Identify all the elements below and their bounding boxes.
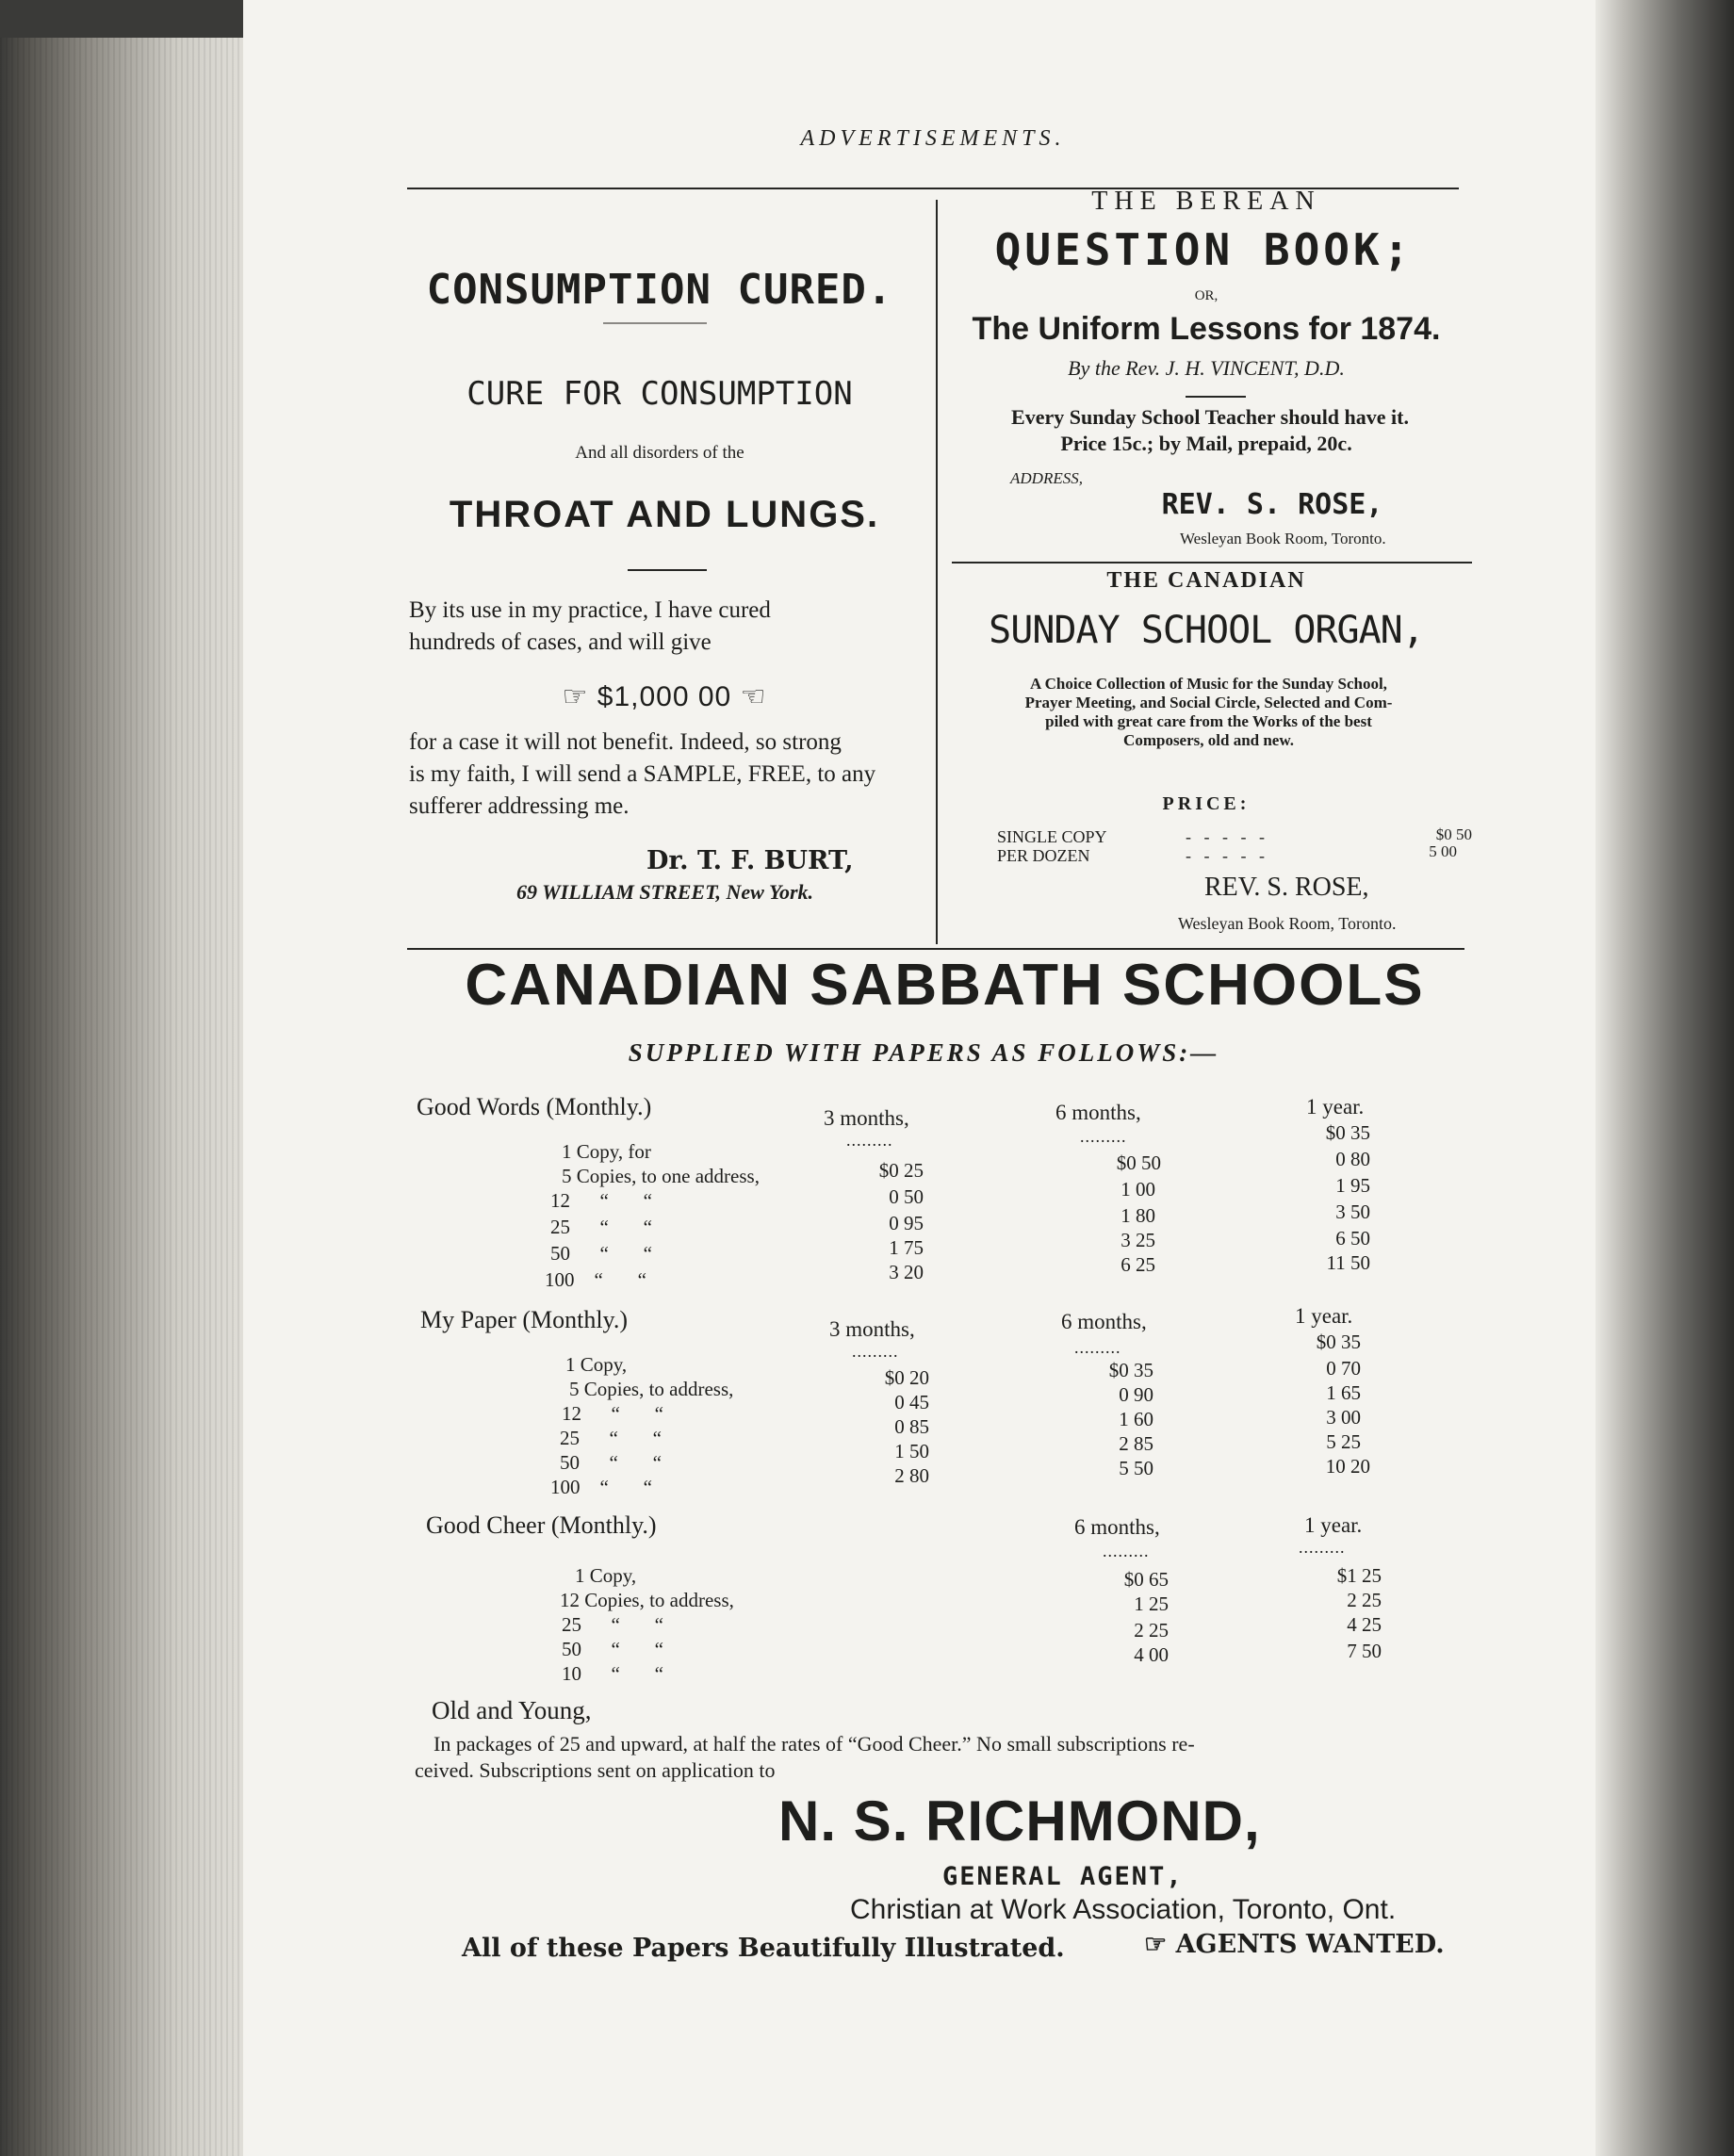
doctor-address: 69 WILLIAM STREET, New York. (516, 880, 814, 904)
table-cell: 6 25 (1121, 1253, 1155, 1276)
ad-headline: THROAT AND LUNGS. (449, 494, 880, 535)
column-header: 1 year. (1306, 1095, 1365, 1119)
table-cell: 10 20 (1325, 1455, 1370, 1478)
table-cell: $0 25 (878, 1159, 924, 1182)
table-cell: 0 95 (889, 1212, 924, 1234)
agent-name: N. S. RICHMOND, (778, 1789, 1261, 1853)
table-cell: $0 50 (1116, 1152, 1161, 1174)
ad-text: Price 15c.; by Mail, prepaid, 20c. (1060, 432, 1352, 455)
ad-title: QUESTION BOOK; (994, 224, 1414, 275)
table-row-label: 5 Copies, to one address, (562, 1165, 760, 1187)
table-cell: 0 45 (894, 1391, 929, 1413)
table-cell: 5 25 (1326, 1430, 1361, 1453)
ad-line: THE CANADIAN (1106, 568, 1306, 593)
ad-body-line: hundreds of cases, and will give (409, 629, 712, 655)
table-cell: 0 85 (894, 1415, 929, 1438)
association: Christian at Work Association, Toronto, Ont. (850, 1894, 1397, 1925)
table-row-label: 12 “ “ (562, 1402, 663, 1425)
table-cell: 1 25 (1134, 1592, 1169, 1615)
column-header: 6 months, (1074, 1515, 1160, 1539)
column-header: 6 months, (1061, 1310, 1147, 1333)
ad-or: OR, (1194, 288, 1219, 303)
price-leader: - - - - - (1186, 846, 1265, 865)
column-header: 6 months, (1055, 1101, 1141, 1124)
table-row-label: 50 “ “ (550, 1242, 652, 1265)
pointing-hand-icon: ☞ (562, 681, 597, 712)
table-row-label: 1 Copy, (575, 1564, 637, 1587)
footer-right (1144, 1930, 1502, 1959)
table-row-label: 5 Copies, to address, (569, 1378, 734, 1400)
section-rule (407, 948, 1464, 950)
column-header: 1 year. (1295, 1304, 1353, 1328)
agent-place: Wesleyan Book Room, Toronto. (1180, 530, 1386, 547)
price-item-label: PER DOZEN (997, 846, 1090, 865)
subscription-note: In packages of 25 and upward, at half the rates of “Good Cheer.” No small subscriptions re- (434, 1732, 1195, 1756)
table-cell: 4 25 (1347, 1613, 1382, 1636)
table-row-label: 12 “ “ (550, 1189, 652, 1212)
ad-body-line: sufferer addressing me. (409, 793, 630, 819)
paper-name: Old and Young, (432, 1696, 592, 1724)
price-value: 5 00 (1429, 842, 1457, 860)
footer-left: All of these Papers Beautifully Illustrated. (462, 1934, 1065, 1963)
table-row-label: 25 “ “ (550, 1216, 652, 1238)
table-row-label: 50 “ “ (562, 1638, 663, 1660)
ornament-rule (603, 322, 707, 324)
column-header: 3 months, (824, 1106, 909, 1130)
reward-amount: $1,000 00 (597, 681, 732, 712)
short-rule (628, 569, 707, 571)
ad-title: SUNDAY SCHOOL ORGAN, (989, 609, 1424, 652)
table-row-label: 10 “ “ (562, 1662, 663, 1685)
agent-name: REV. S. ROSE, (1161, 488, 1383, 521)
section-title: CANADIAN SABBATH SCHOOLS (465, 953, 1425, 1018)
table-cell: 5 50 (1119, 1457, 1153, 1479)
dot-leader: ......... (1299, 1538, 1346, 1557)
doctor-name: Dr. T. F. BURT, (646, 846, 854, 875)
table-cell: 1 60 (1119, 1408, 1153, 1430)
table-cell: $0 35 (1325, 1121, 1370, 1144)
short-rule (1186, 396, 1246, 398)
dot-leader: ......... (852, 1342, 899, 1361)
ad-body-line: for a case it will not benefit. Indeed, so strong (409, 729, 842, 755)
table-cell: 7 50 (1347, 1640, 1382, 1662)
table-cell: 1 65 (1326, 1381, 1361, 1404)
ad-body-line: is my faith, I will send a SAMPLE, FREE, to any (409, 761, 876, 787)
table-cell: 2 25 (1134, 1619, 1169, 1642)
table-cell: 1 75 (889, 1236, 924, 1259)
table-cell: 0 80 (1335, 1148, 1370, 1170)
table-cell: 6 50 (1335, 1227, 1370, 1250)
table-cell: 3 50 (1335, 1200, 1370, 1223)
subscription-note: ceived. Subscriptions sent on application to (415, 1758, 776, 1782)
table-row-label: 1 Copy, (565, 1353, 628, 1376)
ad-body-line: By its use in my practice, I have cured (409, 597, 771, 623)
dot-leader: ......... (846, 1131, 893, 1150)
table-cell: 0 90 (1119, 1383, 1153, 1406)
table-cell: $1 25 (1336, 1564, 1382, 1587)
ad-desc: piled with great care from the Works of the best (1045, 712, 1372, 730)
ad-line: THE BEREAN (1091, 187, 1321, 216)
table-cell: 1 95 (1335, 1174, 1370, 1197)
book-binding-edge (1595, 0, 1734, 2156)
table-row-label: 1 Copy, for (562, 1140, 651, 1163)
dot-leader: ......... (1080, 1127, 1127, 1146)
table-cell: 1 50 (894, 1440, 929, 1462)
running-head: ADVERTISEMENTS. (800, 126, 1066, 151)
table-cell: 11 50 (1326, 1251, 1370, 1274)
pointing-hand-icon: ☜ (731, 681, 767, 712)
paper-name: Good Cheer (Monthly.) (426, 1511, 657, 1539)
reward-line (396, 680, 933, 713)
book-page-edges (0, 38, 253, 2156)
table-row-label: 100 “ “ (545, 1268, 646, 1291)
dot-leader: ......... (1074, 1338, 1121, 1357)
dot-leader: ......... (1103, 1542, 1150, 1560)
table-cell: 0 50 (889, 1185, 924, 1208)
ad-text: Every Sunday School Teacher should have it. (1011, 405, 1409, 429)
price-leader: - - - - - (1186, 827, 1265, 846)
table-cell: 2 80 (894, 1464, 929, 1487)
ad-title: CONSUMPTION CURED. (426, 266, 893, 314)
section-subtitle: SUPPLIED WITH PAPERS AS FOLLOWS:— (628, 1038, 1219, 1067)
table-row-label: 25 “ “ (560, 1427, 662, 1449)
paper-name: Good Words (Monthly.) (417, 1093, 652, 1120)
ad-desc: Prayer Meeting, and Social Circle, Selected and Com- (1024, 694, 1393, 711)
agent-title: GENERAL AGENT, (942, 1862, 1184, 1891)
section-rule (952, 562, 1472, 564)
table-cell: $0 65 (1123, 1568, 1169, 1591)
column-divider (936, 200, 938, 944)
price-label: PRICE: (1162, 793, 1251, 814)
table-row-label: 100 “ “ (550, 1476, 652, 1498)
table-cell: 3 25 (1121, 1229, 1155, 1251)
price-value: $0 50 (1435, 825, 1472, 843)
table-cell: 1 80 (1121, 1204, 1155, 1227)
table-cell: $0 35 (1316, 1331, 1361, 1353)
table-cell: $0 35 (1108, 1359, 1153, 1381)
table-cell: $0 20 (884, 1366, 929, 1389)
address-label: ADDRESS, (1010, 469, 1083, 487)
ad-desc: Composers, old and new. (1123, 731, 1294, 749)
column-header: 1 year. (1304, 1513, 1363, 1537)
price-item-label: SINGLE COPY (997, 827, 1107, 846)
ad-subtitle: CURE FOR CONSUMPTION (466, 375, 853, 413)
pointing-hand-icon: ☞ (1144, 1930, 1176, 1959)
table-row-label: 50 “ “ (560, 1451, 662, 1474)
agent-name: REV. S. ROSE, (1204, 873, 1369, 902)
table-cell: 3 20 (889, 1261, 924, 1283)
ad-author: By the Rev. J. H. VINCENT, D.D. (1068, 356, 1345, 380)
table-cell: 4 00 (1134, 1643, 1169, 1666)
table-cell: 2 85 (1119, 1432, 1153, 1455)
column-header: 3 months, (829, 1317, 915, 1341)
table-cell: 3 00 (1326, 1406, 1361, 1429)
ad-desc: A Choice Collection of Music for the Sunday School, (1030, 675, 1387, 693)
agent-place: Wesleyan Book Room, Toronto. (1178, 914, 1397, 933)
ad-subtitle: The Uniform Lessons for 1874. (972, 311, 1441, 347)
table-row-label: 12 Copies, to address, (560, 1589, 734, 1611)
table-cell: 1 00 (1121, 1178, 1155, 1200)
ad-subtitle2: And all disorders of the (575, 443, 744, 463)
table-row-label: 25 “ “ (562, 1613, 663, 1636)
agents-wanted: AGENTS WANTED. (1175, 1930, 1445, 1959)
table-cell: 2 25 (1347, 1589, 1382, 1611)
paper-name: My Paper (Monthly.) (420, 1306, 629, 1333)
table-cell: 0 70 (1326, 1357, 1361, 1380)
